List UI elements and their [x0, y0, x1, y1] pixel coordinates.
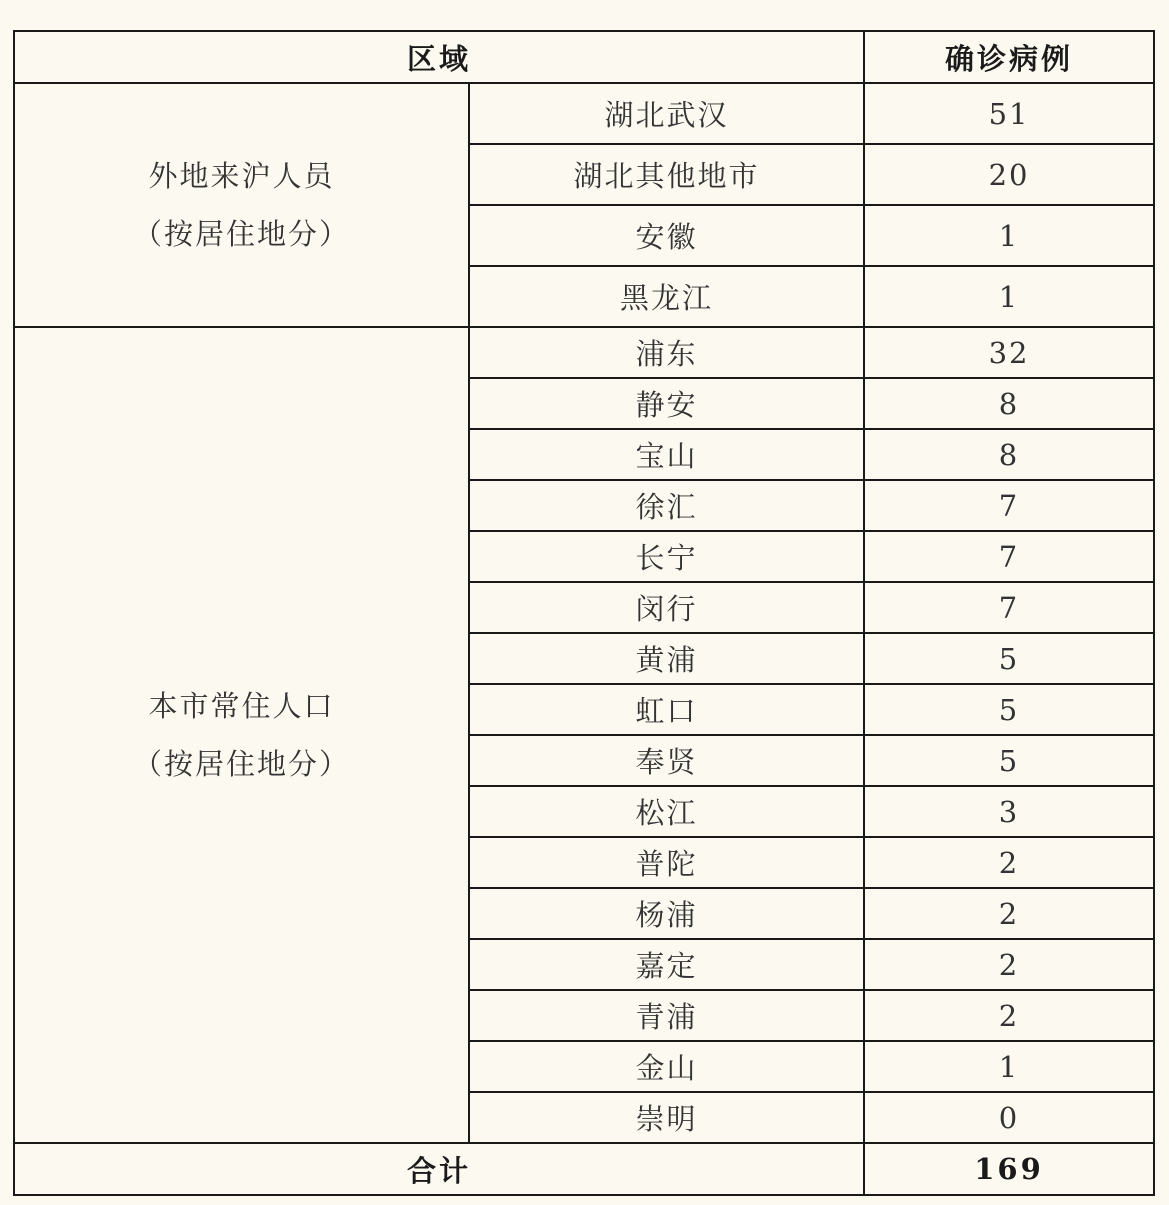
count-cell: 0 [864, 1092, 1154, 1143]
count-cell: 7 [864, 582, 1154, 633]
area-cell: 虹口 [469, 684, 864, 735]
count-cell: 5 [864, 633, 1154, 684]
area-cell: 普陀 [469, 837, 864, 888]
count-cell: 1 [864, 205, 1154, 266]
count-cell: 7 [864, 531, 1154, 582]
group-subtitle: （按居住地分） [132, 217, 350, 251]
count-cell: 5 [864, 684, 1154, 735]
area-cell: 黑龙江 [469, 266, 864, 327]
area-cell: 静安 [469, 378, 864, 429]
area-cell: 徐汇 [469, 480, 864, 531]
group-title: 外地来沪人员 [148, 159, 335, 193]
count-cell: 2 [864, 939, 1154, 990]
count-cell: 2 [864, 837, 1154, 888]
area-cell: 湖北其他地市 [469, 144, 864, 205]
area-cell: 长宁 [469, 531, 864, 582]
area-cell: 安徽 [469, 205, 864, 266]
count-cell: 2 [864, 990, 1154, 1041]
area-cell: 崇明 [469, 1092, 864, 1143]
area-cell: 湖北武汉 [469, 83, 864, 144]
group-label-nonlocal [14, 83, 469, 327]
area-cell: 金山 [469, 1041, 864, 1092]
count-cell: 3 [864, 786, 1154, 837]
count-cell: 8 [864, 378, 1154, 429]
count-cell: 1 [864, 1041, 1154, 1092]
group-title: 本市常住人口 [148, 689, 335, 723]
count-cell: 5 [864, 735, 1154, 786]
area-cell: 杨浦 [469, 888, 864, 939]
area-cell: 嘉定 [469, 939, 864, 990]
count-cell: 2 [864, 888, 1154, 939]
area-cell: 浦东 [469, 327, 864, 378]
table-row [14, 83, 1154, 144]
count-cell: 51 [864, 83, 1154, 144]
area-cell: 青浦 [469, 990, 864, 1041]
total-label: 合计 [14, 1143, 864, 1195]
count-cell: 20 [864, 144, 1154, 205]
area-cell: 奉贤 [469, 735, 864, 786]
table-header-row [14, 31, 1154, 83]
count-cell: 7 [864, 480, 1154, 531]
count-cell: 32 [864, 327, 1154, 378]
group-subtitle: （按居住地分） [132, 747, 350, 781]
count-cell: 8 [864, 429, 1154, 480]
total-row [14, 1143, 1154, 1195]
count-cell: 1 [864, 266, 1154, 327]
table-row [14, 327, 1154, 378]
cases-table [13, 30, 1155, 1196]
area-cell: 闵行 [469, 582, 864, 633]
area-cell: 宝山 [469, 429, 864, 480]
header-cases: 确诊病例 [864, 31, 1154, 83]
area-cell: 黄浦 [469, 633, 864, 684]
header-region: 区域 [14, 31, 864, 83]
group-label-local [14, 327, 469, 1143]
area-cell: 松江 [469, 786, 864, 837]
total-count: 169 [864, 1143, 1154, 1195]
